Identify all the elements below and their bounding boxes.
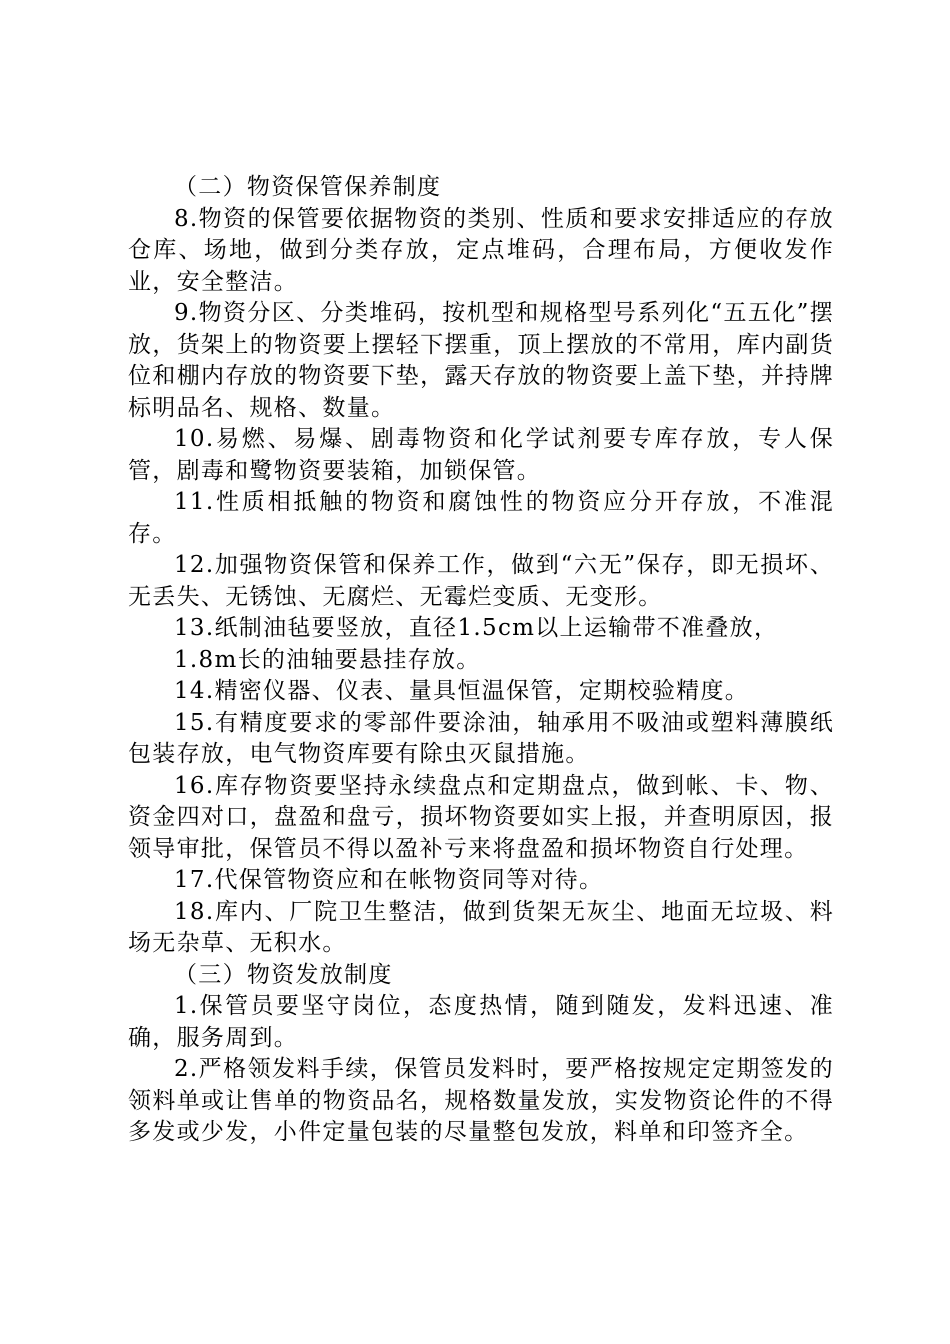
paragraph-item-13-continued: 1.8m长的油轴要悬挂存放。	[174, 646, 481, 673]
paragraph-item-13: 13.纸制油毡要竖放，直径1.5cm以上运输带不准叠放，	[174, 615, 779, 641]
paragraph-item-11: 11.性质相抵触的物资和腐蚀性的物资应分开存放，不准混存。	[128, 489, 834, 547]
paragraph-item-14: 14.精密仪器、仪表、量具恒温保管，定期校验精度。	[174, 678, 750, 704]
paragraph-item-16: 16.库存物资要坚持永续盘点和定期盘点，做到帐、卡、物、资金四对口，盘盈和盘亏，损坏物资要如实上报，并查明原因，报领导审批，保管员不得以盈补亏来将盘盈和损坏物资自行处理。	[128, 772, 834, 862]
paragraph-item-17: 17.代保管物资应和在帐物资同等对待。	[174, 867, 604, 893]
paragraph-issue-item-2: 2.严格领发料手续，保管员发料时，要严格按规定定期签发的领料单或让售单的物资品名，规格数量发放，实发物资论件的不得多发或少发，小件定量包装的尽量整包发放，料单和印签齐全。	[128, 1056, 834, 1145]
paragraph-item-18: 18.库内、厂院卫生整洁，做到货架无灰尘、地面无垃圾、料场无杂草、无积水。	[128, 898, 834, 956]
paragraph-item-9: 9.物资分区、分类堆码，按机型和规格型号系列化“五五化”摆放，货架上的物资要上摆轻下摆重，顶上摆放的不常用，库内副货位和棚内存放的物资要下垫，露天存放的物资要上盖下垫，并持牌标明品名、规格、数量。	[128, 300, 834, 421]
section-heading-issuing: （三）物资发放制度	[174, 961, 393, 988]
paragraph-item-12: 12.加强物资保管和保养工作，做到“六无”保存，即无损坏、无丢失、无锈蚀、无腐烂、无霉烂变质、无变形。	[128, 552, 834, 610]
section-heading-storage: （二）物资保管保养制度	[174, 174, 442, 200]
paragraph-item-10: 10.易燃、易爆、剧毒物资和化学试剂要专库存放，专人保管，剧毒和鹭物资要装箱，加锁保管。	[128, 426, 834, 484]
document-body	[128, 172, 834, 1149]
paragraph-item-15: 15.有精度要求的零部件要涂油，轴承用不吸油或塑料薄膜纸包装存放，电气物资库要有除虫灭鼠措施。	[128, 709, 834, 767]
paragraph-issue-item-1: 1.保管员要坚守岗位，态度热情，随到随发，发料迅速、准确，服务周到。	[128, 993, 834, 1051]
paragraph-item-8: 8.物资的保管要依据物资的类别、性质和要求安排适应的存放仓库、场地，做到分类存放，定点堆码，合理布局，方便收发作业，安全整洁。	[128, 205, 834, 295]
